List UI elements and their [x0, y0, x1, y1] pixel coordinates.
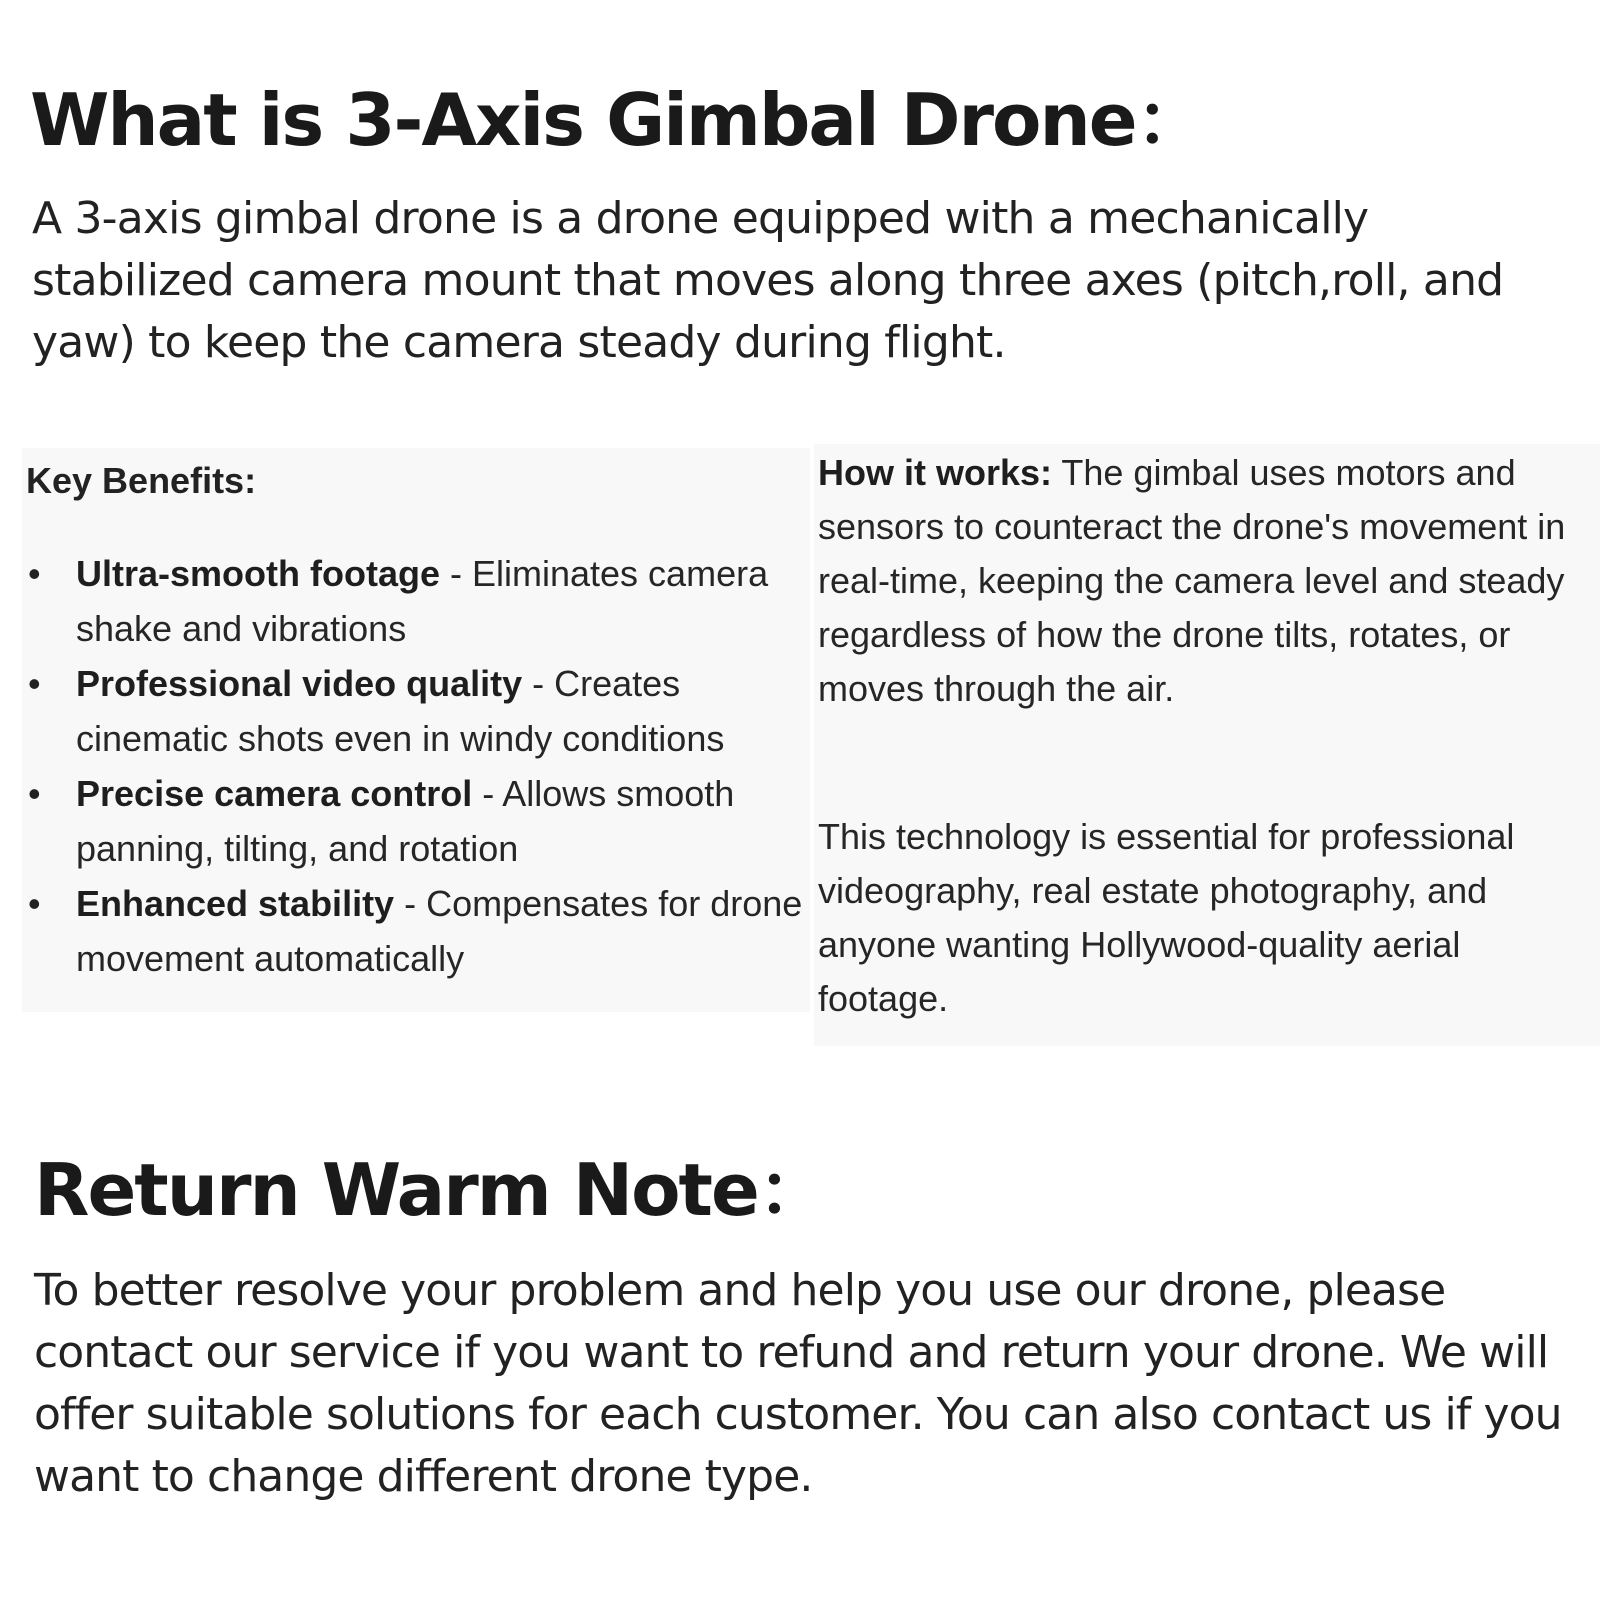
how-it-works-text	[818, 446, 1598, 716]
benefit-desc: - Eliminates camera shake and vibrations	[76, 553, 769, 649]
benefits-list	[22, 546, 808, 986]
benefit-title: Precise camera control	[76, 773, 473, 814]
section-title-return-note: Return Warm Note：	[34, 1148, 828, 1232]
technology-use-text: This technology is essential for professional videography, real estate photography, and anyone wanting Hollywood-quality aerial footage.	[818, 816, 1515, 1019]
gimbal-intro-text: A 3-axis gimbal drone is a drone equipped with a mechanically stabilized camera mount that moves along three axes (pitch,roll, and yaw) to keep the camera steady during flight.	[32, 193, 1504, 368]
benefit-desc: - Compensates for drone movement automatically	[76, 883, 803, 979]
benefit-item	[22, 656, 808, 766]
benefit-desc: - Creates cinematic shots even in windy conditions	[76, 663, 725, 759]
benefit-item	[22, 766, 808, 876]
how-it-works-label: How it works:	[818, 452, 1053, 493]
benefit-desc: - Allows smooth panning, tilting, and rotation	[76, 773, 735, 869]
benefit-title: Enhanced stability	[76, 883, 395, 924]
bullet-icon: •	[28, 773, 41, 814]
benefit-title: Ultra-smooth footage	[76, 553, 440, 594]
benefit-item	[22, 546, 808, 656]
bullet-icon: •	[28, 883, 41, 924]
how-it-works-panel	[814, 444, 1600, 1046]
key-benefits-heading: Key Benefits:	[26, 460, 257, 501]
benefit-title: Professional video quality	[76, 663, 523, 704]
key-benefits-panel	[22, 448, 810, 1012]
return-note-text: To better resolve your problem and help you use our drone, please contact our service if you want to refund and return your drone. We will offer suitable solutions for each customer. You can also contact us if you want to change different drone type.	[34, 1265, 1562, 1502]
how-it-works-body: The gimbal uses motors and sensors to counteract the drone's movement in real-time, keeping the camera level and steady regardless of how the drone tilts, rotates, or moves through the air.	[818, 452, 1566, 709]
bullet-icon: •	[28, 553, 41, 594]
benefit-item	[22, 876, 808, 986]
bullet-icon: •	[28, 663, 41, 704]
section-title-gimbal: What is 3-Axis Gimbal Drone：	[30, 78, 1206, 162]
